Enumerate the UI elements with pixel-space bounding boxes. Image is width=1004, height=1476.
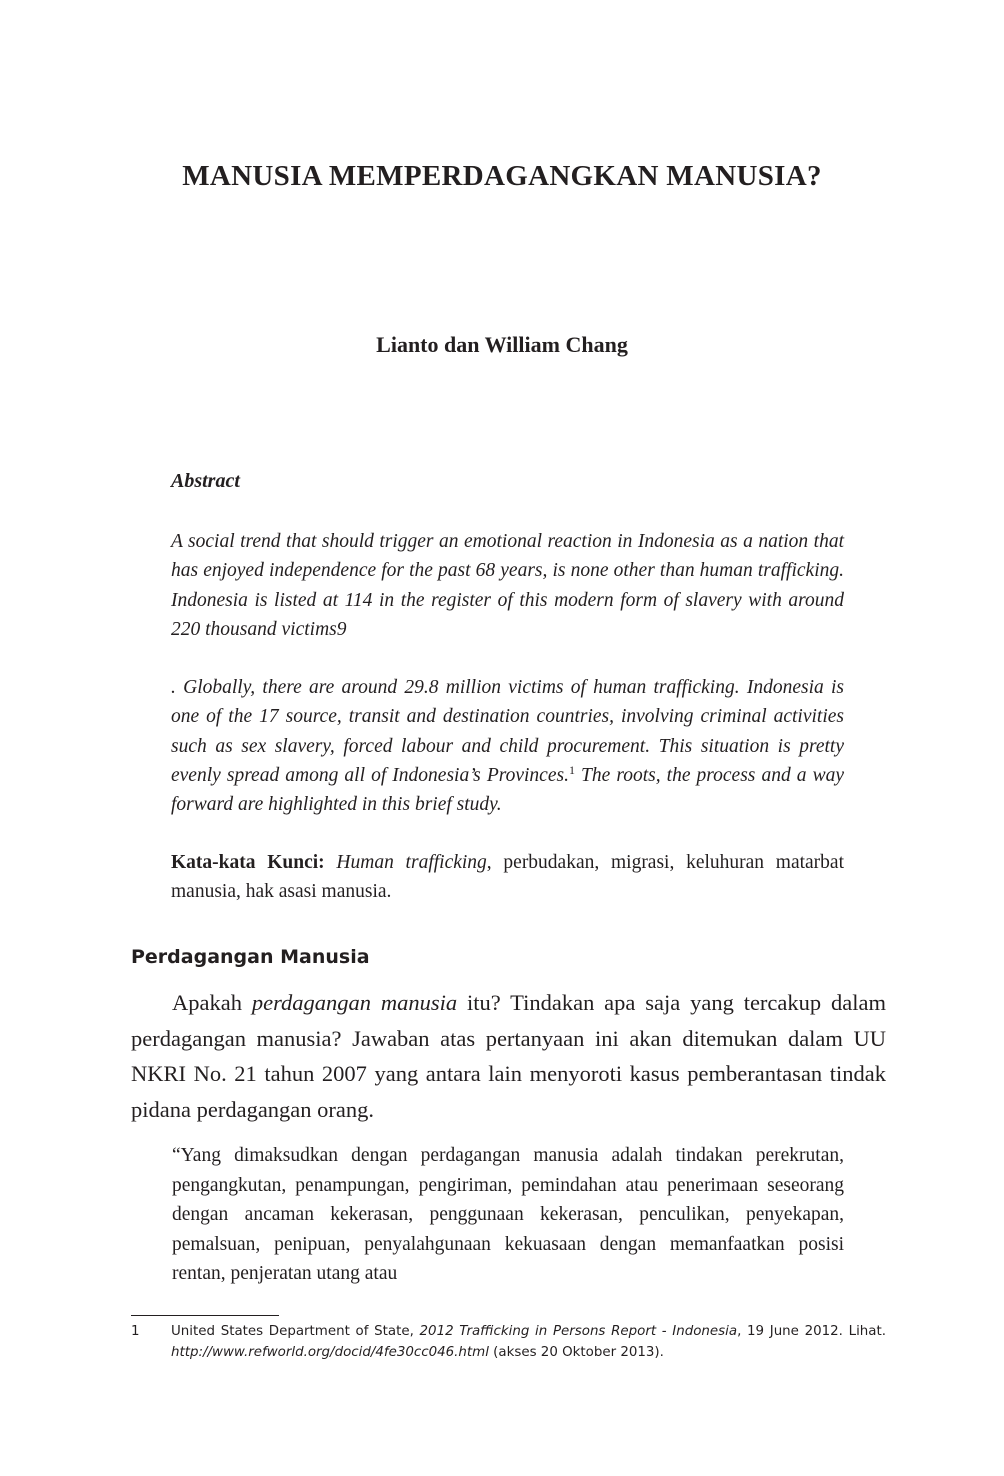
abstract-paragraph-2-text-b: The roots, the process and a way forward are highlighted in this brief study. bbox=[171, 764, 844, 816]
block-quote: “Yang dimaksudkan dengan perdagangan manusia adalah tindakan perekrutan, pengangkutan, penampungan, pengiriman, pemindahan atau penerimaan seseorang dengan ancaman kekerasan, penggunaan kekerasan, penculikan, penyekapan, pemalsuan, penipuan, penyalahgunaan kekuasaan dengan memanfaatkan posisi rentan, penjeratan utang atau bbox=[172, 1145, 844, 1284]
paper-title: MANUSIA MEMPERDAGANGKAN MANUSIA? bbox=[182, 160, 822, 192]
footnote-report-title: 2012 Trafficking in Persons Report - Indonesia bbox=[419, 1324, 738, 1339]
footnote-text-b: , 19 June 2012. Lihat. bbox=[737, 1324, 887, 1339]
footnote-url-link[interactable]: http://www.refworld.org/docid/4fe30cc046.html bbox=[171, 1345, 489, 1360]
abstract-heading: Abstract bbox=[171, 470, 240, 492]
footnote-number: 1 bbox=[131, 1324, 140, 1339]
abstract-paragraph-2-text-a: . Globally, there are around 29.8 million victims of human trafficking. Indonesia is one of the 17 source, transit and destination countries, involving criminal activities such as sex slavery, forced labour and child procurement. This situation is pretty evenly spread among all of Indonesia’s Provinces. bbox=[171, 677, 844, 786]
footnote-text-c: (akses 20 Oktober 2013). bbox=[488, 1345, 664, 1360]
footnote-ref[interactable]: 1 bbox=[568, 762, 575, 777]
keywords-first-term: Human trafficking bbox=[336, 852, 487, 873]
abstract-paragraph-1: A social trend that should trigger an emotional reaction in Indonesia as a nation that has enjoyed independence for the past 68 years, is none other than human trafficking. Indonesia is listed at 114 in the register of this modern form of slavery with around 220 thousand victims9 bbox=[171, 531, 844, 640]
keywords-rest: , perbudakan, migrasi, keluhuran matarbat manusia, hak asasi manusia. bbox=[171, 852, 845, 903]
footnote-text-a: United States Department of State, bbox=[171, 1324, 420, 1339]
keywords bbox=[171, 848, 844, 907]
abstract-paragraph-2 bbox=[171, 673, 844, 819]
body-paragraph bbox=[131, 985, 886, 1127]
body-text-a: Apakah bbox=[172, 990, 252, 1015]
body-text-b: itu? Tindakan apa saja yang tercakup dalam perdagangan manusia? Jawaban atas pertanyaan ini akan ditemukan dalam UU NKRI No. 21 tahun 2007 yang antara lain menyoroti kasus pemberantasan tindak pidana perdagangan orang. bbox=[131, 990, 886, 1122]
keywords-label: Kata-kata Kunci: bbox=[171, 852, 325, 873]
footnote bbox=[131, 1321, 886, 1363]
section-heading: Perdagangan Manusia bbox=[131, 946, 370, 968]
body-emphasis: perdagangan manusia bbox=[251, 990, 458, 1015]
footnote-divider bbox=[131, 1315, 279, 1316]
footnote-text bbox=[171, 1321, 886, 1363]
authors: Lianto dan William Chang bbox=[376, 332, 628, 357]
